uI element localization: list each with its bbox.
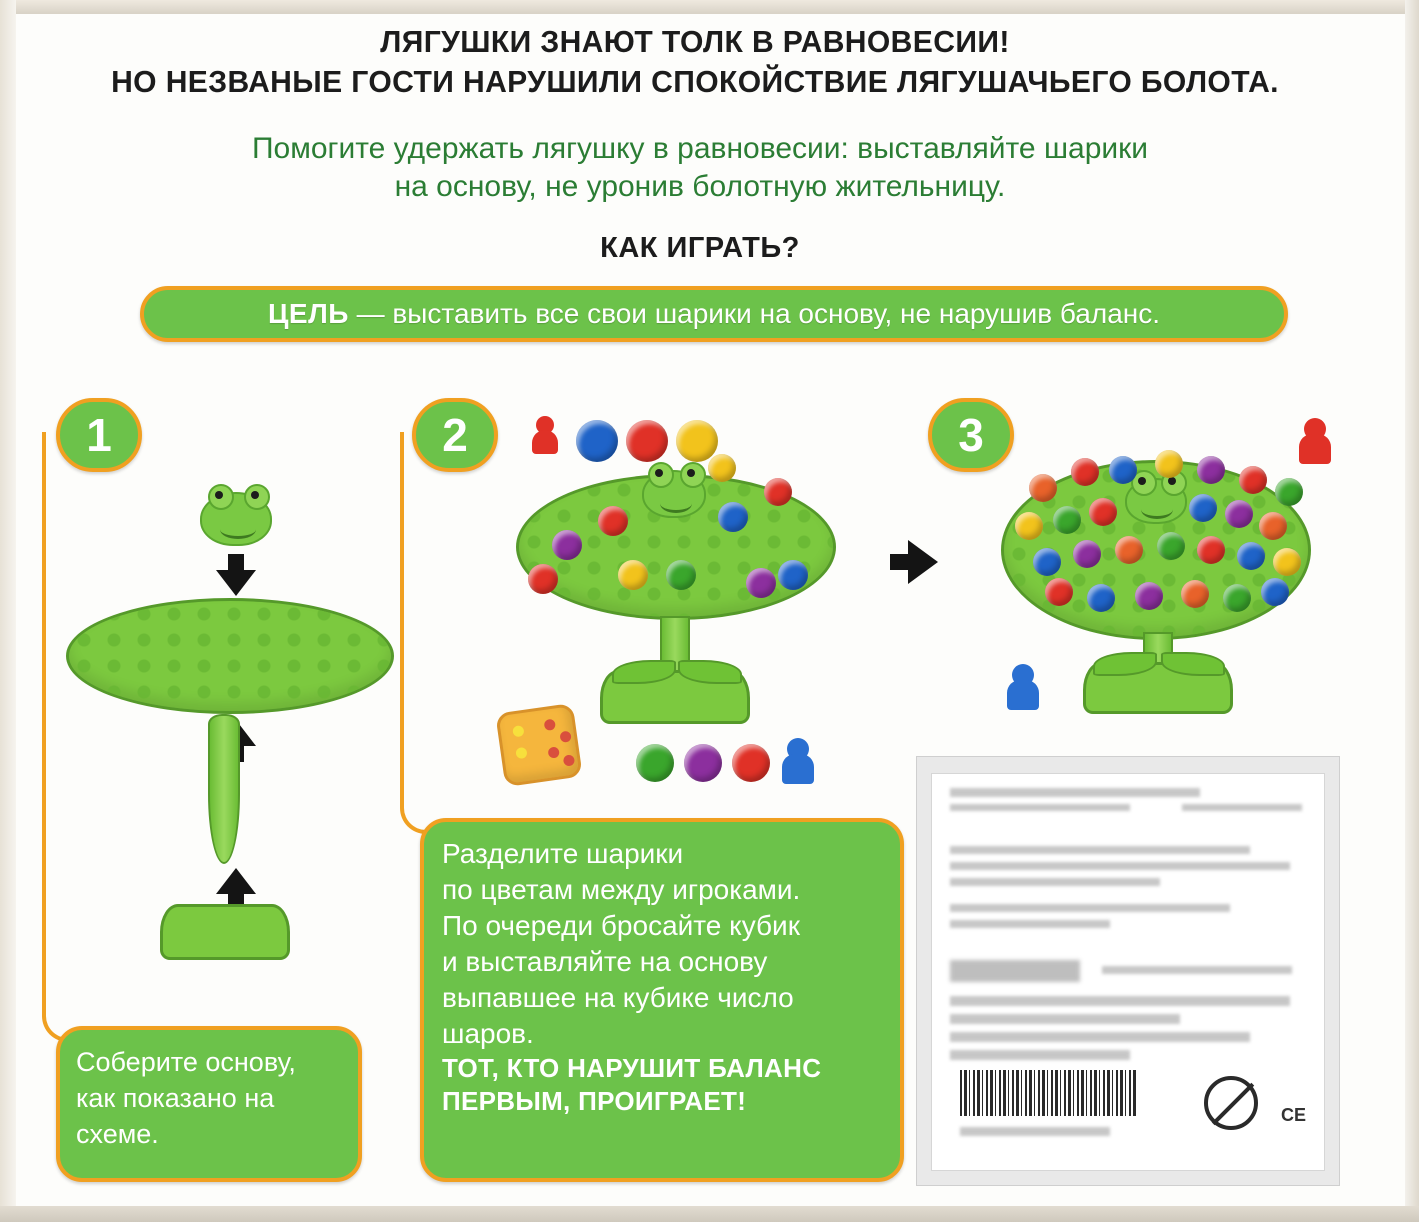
box-edge-top	[0, 0, 1419, 14]
board-ball	[1087, 584, 1115, 612]
ball-red	[732, 744, 770, 782]
step1-illustration	[60, 470, 400, 970]
board-ball	[1029, 474, 1057, 502]
pawn-red-top	[1299, 418, 1331, 464]
arrow-right-icon	[890, 540, 946, 586]
step3-illustration	[985, 412, 1335, 742]
base-foot	[160, 904, 290, 960]
ce-mark-icon: CE	[1280, 1105, 1306, 1125]
ball-green	[636, 744, 674, 782]
board-ball	[718, 502, 748, 532]
pawn-blue	[782, 738, 814, 784]
board-ball	[618, 560, 648, 590]
board-ball	[1259, 512, 1287, 540]
ball-red	[626, 420, 668, 462]
ball-purple	[684, 744, 722, 782]
step2-illustration	[490, 408, 890, 798]
goal-banner	[140, 286, 1288, 342]
step2-connector-rail	[400, 432, 462, 834]
step-number-3: 3	[928, 398, 1014, 472]
board-ball	[1181, 580, 1209, 608]
board-ball	[1225, 500, 1253, 528]
no-fire-icon	[1204, 1076, 1258, 1130]
step2-caption-bold-line: ПЕРВЫМ, ПРОИГРАЕТ!	[442, 1086, 747, 1116]
balance-stem	[208, 714, 240, 864]
pawn-blue-bottom	[1007, 664, 1039, 710]
board-ball	[764, 478, 792, 506]
step-number-2: 2	[412, 398, 498, 472]
subheadline-line-1: Помогите удержать лягушку в равновесии: выставляйте шарики	[251, 132, 1149, 165]
box-edge-right	[1405, 0, 1419, 1222]
headline-line-2: НО НЕЗВАНЫЕ ГОСТИ НАРУШИЛИ СПОКОЙСТВИЕ ЛЯГУШАЧЬЕГО БОЛОТА.	[111, 64, 1279, 99]
frog-head-icon	[200, 492, 272, 546]
goal-description: — выставить все свои шарики на основу, не нарушив баланс.	[348, 298, 1161, 329]
product-label-inner	[931, 773, 1325, 1171]
box-edge-bottom	[0, 1206, 1419, 1222]
board-ball	[1155, 450, 1183, 478]
board-ball	[598, 506, 628, 536]
ball-blue	[576, 420, 618, 462]
board-ball	[666, 560, 696, 590]
board-ball	[1261, 578, 1289, 606]
board-ball	[1135, 582, 1163, 610]
board-ball	[1273, 548, 1301, 576]
die	[495, 703, 583, 787]
barcode	[960, 1070, 1136, 1116]
board-ball	[1115, 536, 1143, 564]
board-ball	[528, 564, 558, 594]
board-ball	[1237, 542, 1265, 570]
step1-caption	[56, 1026, 362, 1182]
step-number-1: 1	[56, 398, 142, 472]
goal-text	[268, 299, 1160, 329]
goal-label: ЦЕЛЬ	[267, 298, 349, 329]
board-ball	[1015, 512, 1043, 540]
board-ball	[1223, 584, 1251, 612]
how-to-play-title: КАК ИГРАТЬ?	[600, 232, 800, 264]
arrow-down-icon	[216, 554, 260, 600]
step2-caption-line: выпавшее на кубике число	[442, 982, 794, 1013]
board-ball	[778, 560, 808, 590]
ball-yellow	[676, 420, 718, 462]
board-ball	[746, 568, 776, 598]
product-label	[916, 756, 1340, 1186]
board-ball	[1089, 498, 1117, 526]
step2-caption-line: По очереди бросайте кубик	[442, 910, 800, 941]
board-ball	[1157, 532, 1185, 560]
step2-caption-line: по цветам между игроками.	[442, 874, 801, 905]
step2-caption-line: шаров.	[442, 1018, 534, 1049]
frog-head-on-loaded-board-icon	[1125, 478, 1187, 524]
board-ball	[1197, 456, 1225, 484]
subheadline	[120, 130, 1280, 206]
board-ball	[1189, 494, 1217, 522]
board-ball	[1073, 540, 1101, 568]
board-ball	[1053, 506, 1081, 534]
headline	[79, 22, 1311, 102]
step2-caption-line: Разделите шарики	[442, 838, 684, 869]
subheadline-line-2: на основу, не уронив болотную жительницу.	[394, 170, 1006, 203]
board-ball	[1071, 458, 1099, 486]
board-ball	[552, 530, 582, 560]
step2-caption-bold-line: ТОТ, КТО НАРУШИТ БАЛАНС	[442, 1053, 822, 1083]
headline-line-1: ЛЯГУШКИ ЗНАЮТ ТОЛК В РАВНОВЕСИИ!	[380, 24, 1010, 59]
box-edge-left	[0, 0, 16, 1222]
lily-pad-board	[66, 598, 394, 714]
step2-caption-line: и выставляйте на основу	[442, 946, 768, 977]
pawn-red	[532, 416, 558, 454]
step2-caption	[420, 818, 904, 1182]
board-ball	[1033, 548, 1061, 576]
board-ball	[1045, 578, 1073, 606]
step1-caption-text: Соберите основу, как показано на схеме.	[76, 1047, 296, 1149]
frog-head-on-board-icon	[642, 470, 706, 518]
board-ball	[708, 454, 736, 482]
board-ball	[1275, 478, 1303, 506]
board-ball	[1197, 536, 1225, 564]
board-ball	[1239, 466, 1267, 494]
board-ball	[1109, 456, 1137, 484]
